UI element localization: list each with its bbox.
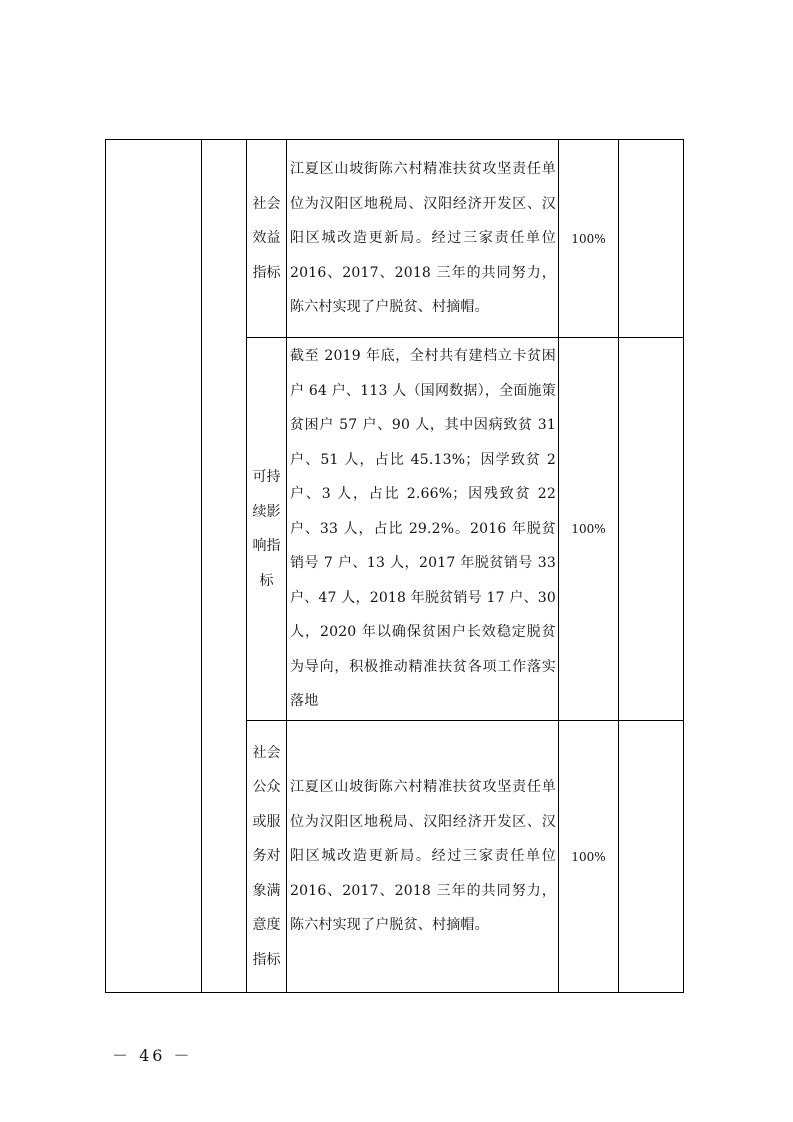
page-number: － 46 － xyxy=(112,1046,193,1065)
indicator-category: 社会 效益 指标 xyxy=(247,140,287,338)
indicator-value: 100% xyxy=(559,140,619,338)
indicator-category: 社会 公众 或服 务对 象满 意度 指标 xyxy=(247,721,287,993)
indicator-description: 江夏区山坡街陈六村精准扶贫攻坚责任单位为汉阳区地税局、汉阳经济开发区、汉阳区城改造更新局。经过三家责任单位 2016、2017、2018 三年的共同努力，陈六村实现了户脱贫、村摘帽。 xyxy=(287,721,559,993)
empty-cell xyxy=(619,338,684,721)
indicator-category: 可持 续影 响指 标 xyxy=(247,338,287,721)
empty-merged-cell-a xyxy=(106,140,202,993)
empty-cell xyxy=(619,721,684,993)
indicator-value: 100% xyxy=(559,338,619,721)
table-row-social-benefit xyxy=(106,140,684,338)
empty-cell xyxy=(619,140,684,338)
performance-indicator-table xyxy=(105,139,684,993)
empty-merged-cell-b xyxy=(202,140,247,993)
indicator-description: 江夏区山坡街陈六村精准扶贫攻坚责任单位为汉阳区地税局、汉阳经济开发区、汉阳区城改造更新局。经过三家责任单位 2016、2017、2018 三年的共同努力，陈六村实现了户脱贫、村摘帽。 xyxy=(287,140,559,338)
indicator-description: 截至 2019 年底，全村共有建档立卡贫困户 64 户、113 人（国网数据），全面施策贫困户 57 户、90 人，其中因病致贫 31 户、51 人，占比 45.13%；因学致贫 2 户、3 人，占比 2.66%；因残致贫 22 户、33 人，占比 29.2%。2016 年脱贫销号 7 户、13 人，2017 年脱贫销号 33 户、47 人，2018 年脱贫销号 17 户、30 人，2020 年以确保贫困户长效稳定脱贫为导向，积极推动精准扶贫各项工作落实落地 xyxy=(287,338,559,721)
indicator-value: 100% xyxy=(559,721,619,993)
